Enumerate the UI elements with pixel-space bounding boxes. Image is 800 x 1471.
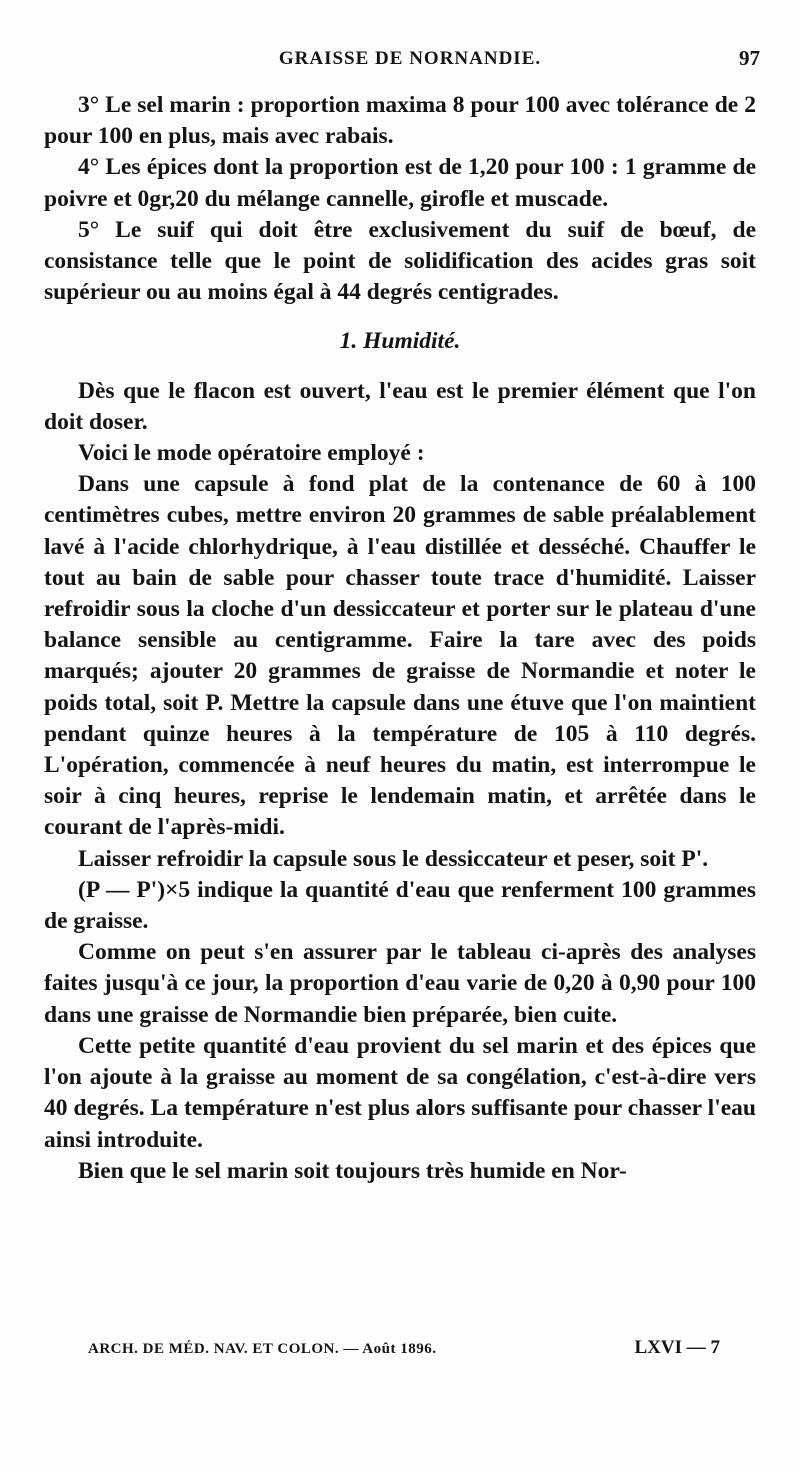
footer-journal: ARCH. DE MÉD. NAV. ET COLON. — Août 1896.	[88, 1341, 437, 1357]
paragraph-flacon: Dès que le flacon est ouvert, l'eau est le premier élément que l'on doit doser.	[44, 377, 756, 435]
paragraph-procedure: Dans une capsule à fond plat de la contenance de 60 à 100 centimètres cubes, mettre environ 20 grammes de sable préalablement lavé à l'acide chlorhydrique, à l'eau distillée et desséché. Chauffer le tout au bain de sable pour chasser toute trace d'humidité. Laisser refroidir sous la cloche d'un dessiccateur et porter sur le plateau d'une balance sensible au centigramme. Faire la tare avec des poids marqués; ajouter 20 grammes de graisse de Normandie et noter le poids total, soit P. Mettre la capsule dans une étuve que l'on maintient pendant quinze heures à la température de 105 à 110 degrés. L'opération, commencée à neuf heures du matin, est interrompue le soir à cinq heures, reprise le lendemain matin, et arrêtée dans le courant de l'après-midi.	[44, 471, 756, 841]
footer-volume: LXVI — 7	[634, 1337, 720, 1358]
paragraph-tableau: Comme on peut s'en assurer par le tableau ci-après des analyses faites jusqu'à ce jour, la proportion d'eau varie de 0,20 à 0,90 pour 100 dans une graisse de Normandie bien préparée, bien cuite.	[44, 939, 756, 1028]
paragraph-formula: (P — P')×5 indique la quantité d'eau que renferment 100 grammes de graisse.	[44, 876, 756, 935]
paragraph-suif: 5° Le suif qui doit être exclusivement du suif de bœuf, de consistance telle que le point de solidification des acides gras soit supérieur ou au moins égal à 44 degrés centigrades.	[44, 216, 756, 306]
running-head	[60, 46, 760, 76]
running-title: GRAISSE DE NORNANDIE.	[278, 48, 542, 69]
page-footer	[88, 1337, 720, 1367]
paragraph-epices: 4° Les épices dont la proportion est de 1,20 pour 100 : 1 gramme de poivre et 0gr,20 du mélange cannelle, girofle et muscade.	[44, 154, 756, 212]
body-text	[44, 90, 756, 1187]
page-number: 97	[739, 46, 760, 70]
section-heading: 1. Humidité.	[339, 328, 461, 355]
paragraph-sel-marin: 3° Le sel marin : proportion maxima 8 pour 100 avec tolérance de 2 pour 100 en plus, mais avec rabais.	[44, 92, 756, 150]
paragraph-petite-quantite: Cette petite quantité d'eau provient du sel marin et des épices que l'on ajoute à la graisse au moment de sa congélation, c'est-à-dire vers 40 degrés. La température n'est plus alors suffisante pour chasser l'eau ainsi introduite.	[44, 1032, 756, 1153]
paragraph-mode-operatoire: Voici le mode opératoire employé :	[78, 440, 425, 467]
paragraph-bien-que: Bien que le sel marin soit toujours très humide en Nor-	[78, 1157, 627, 1184]
paragraph-refroidir: Laisser refroidir la capsule sous le dessiccateur et peser, soit P'.	[78, 845, 709, 872]
